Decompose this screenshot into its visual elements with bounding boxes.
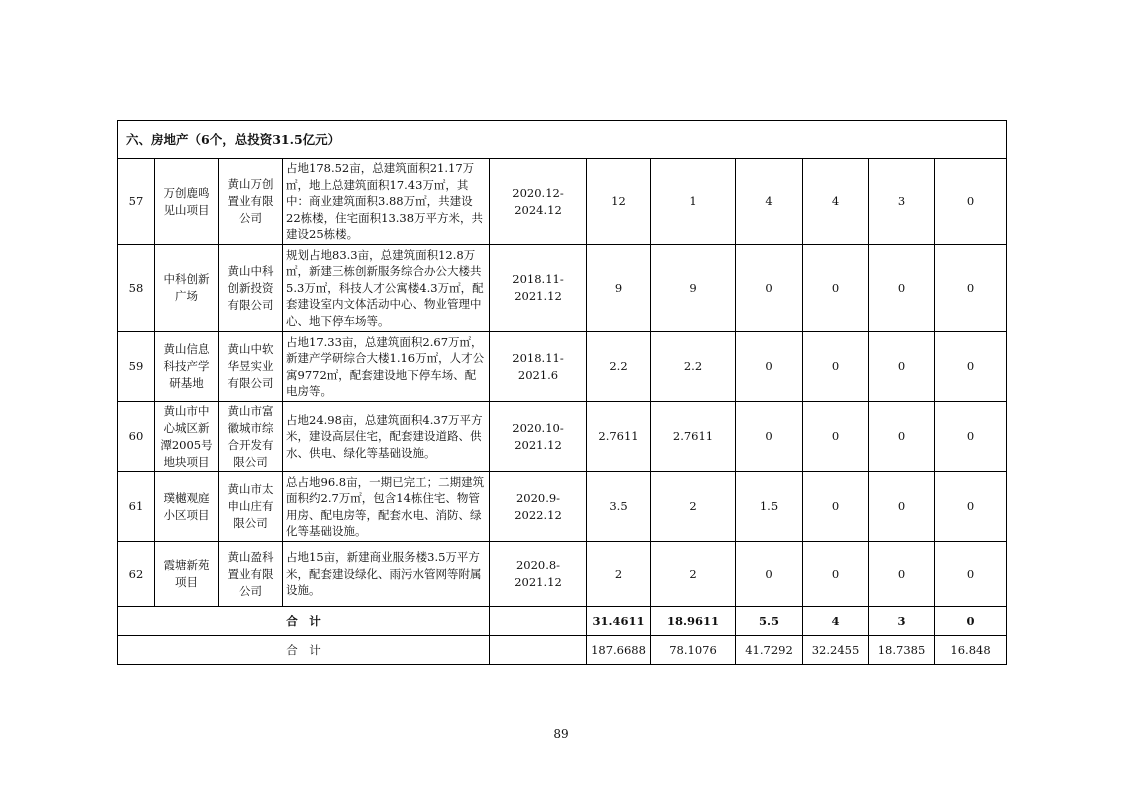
table-row [118, 402, 1007, 472]
project-content: 占地17.33亩，总建筑面积2.67万㎡，新建产学研综合大楼1.16万㎡，人才公寓9772㎡，配套建设地下停车场、配电房等。 [283, 332, 490, 402]
value-col-4: 0 [803, 245, 869, 332]
value-col-2: 9 [651, 245, 736, 332]
table-row [118, 159, 1007, 245]
value-col-3: 1.5 [736, 472, 803, 542]
row-number: 59 [118, 332, 155, 402]
subtotal-row-empty-cell [490, 607, 587, 636]
total-row-label: 合 计 [118, 636, 490, 665]
company-name: 黄山市富徽城市综合开发有限公司 [219, 402, 283, 472]
value-col-2: 2.7611 [651, 402, 736, 472]
total-investment: 2 [587, 542, 651, 607]
value-col-3: 4 [736, 159, 803, 245]
project-content: 总占地96.8亩，一期已完工；二期建筑面积约2.7万㎡，包含14栋住宅、物管用房、配电房等，配套水电、消防、绿化等基础设施。 [283, 472, 490, 542]
project-content: 占地24.98亩，总建筑面积4.37万平方米，建设高层住宅，配套建设道路、供水、供电、绿化等基础设施。 [283, 402, 490, 472]
company-name: 黄山市太申山庄有限公司 [219, 472, 283, 542]
row-number: 61 [118, 472, 155, 542]
construction-period: 2020.12-2024.12 [490, 159, 587, 245]
project-name: 黄山信息科技产学研基地 [155, 332, 219, 402]
value-col-3: 0 [736, 245, 803, 332]
value-col-4: 0 [803, 472, 869, 542]
value-col-4: 0 [803, 542, 869, 607]
table-row [118, 542, 1007, 607]
row-number: 62 [118, 542, 155, 607]
total-investment: 9 [587, 245, 651, 332]
subtotal-row-v3: 5.5 [736, 607, 803, 636]
company-name: 黄山中科创新投资有限公司 [219, 245, 283, 332]
value-col-5: 0 [869, 332, 935, 402]
project-content: 规划占地83.3亩，总建筑面积12.8万㎡，新建三栋创新服务综合办公大楼共5.3万㎡，科技人才公寓楼4.3万㎡，配套建设室内文体活动中心、物业管理中心、地下停车场等。 [283, 245, 490, 332]
total-row-v2: 78.1076 [651, 636, 736, 665]
value-col-4: 0 [803, 402, 869, 472]
project-name: 璞樾观庭小区项目 [155, 472, 219, 542]
construction-period: 2018.11-2021.12 [490, 245, 587, 332]
value-col-3: 0 [736, 332, 803, 402]
value-col-5: 0 [869, 542, 935, 607]
total-row-v5: 18.7385 [869, 636, 935, 665]
total-row-v6: 16.848 [935, 636, 1007, 665]
section-header-row [118, 121, 1007, 159]
value-col-4: 0 [803, 332, 869, 402]
value-col-3: 0 [736, 402, 803, 472]
total-investment: 2.7611 [587, 402, 651, 472]
section-title: 六、房地产（6个，总投资31.5亿元） [118, 121, 1007, 159]
value-col-6: 0 [935, 402, 1007, 472]
value-col-2: 1 [651, 159, 736, 245]
total-row-v1: 187.6688 [587, 636, 651, 665]
construction-period: 2020.10-2021.12 [490, 402, 587, 472]
subtotal-row-v5: 3 [869, 607, 935, 636]
table-row [118, 332, 1007, 402]
project-content: 占地15亩，新建商业服务楼3.5万平方米，配套建设绿化、雨污水管网等附属设施。 [283, 542, 490, 607]
subtotal-row-v4: 4 [803, 607, 869, 636]
total-investment: 2.2 [587, 332, 651, 402]
value-col-6: 0 [935, 472, 1007, 542]
total-investment: 12 [587, 159, 651, 245]
subtotal-row-label: 合 计 [118, 607, 490, 636]
subtotal-row-v6: 0 [935, 607, 1007, 636]
total-row-v4: 32.2455 [803, 636, 869, 665]
total-row-empty-cell [490, 636, 587, 665]
row-number: 57 [118, 159, 155, 245]
value-col-2: 2.2 [651, 332, 736, 402]
value-col-5: 3 [869, 159, 935, 245]
page-number: 89 [553, 727, 569, 741]
total-row-v3: 41.7292 [736, 636, 803, 665]
value-col-6: 0 [935, 332, 1007, 402]
total-row [118, 636, 1007, 665]
project-table [117, 120, 1007, 665]
subtotal-row-v1: 31.4611 [587, 607, 651, 636]
row-number: 58 [118, 245, 155, 332]
subtotal-row-v2: 18.9611 [651, 607, 736, 636]
value-col-6: 0 [935, 542, 1007, 607]
construction-period: 2018.11-2021.6 [490, 332, 587, 402]
company-name: 黄山万创置业有限公司 [219, 159, 283, 245]
project-content: 占地178.52亩，总建筑面积21.17万㎡，地上总建筑面积17.43万㎡，其中：商业建筑面积3.88万㎡，共建设22栋楼，住宅面积13.38万平方米，共建设25栋楼。 [283, 159, 490, 245]
company-name: 黄山盈科置业有限公司 [219, 542, 283, 607]
row-number: 60 [118, 402, 155, 472]
project-name: 万创鹿鸣见山项目 [155, 159, 219, 245]
project-name: 中科创新广场 [155, 245, 219, 332]
value-col-5: 0 [869, 472, 935, 542]
value-col-3: 0 [736, 542, 803, 607]
construction-period: 2020.8-2021.12 [490, 542, 587, 607]
construction-period: 2020.9-2022.12 [490, 472, 587, 542]
company-name: 黄山中软华昱实业有限公司 [219, 332, 283, 402]
table-row [118, 245, 1007, 332]
project-name: 黄山市中心城区新潭2005号地块项目 [155, 402, 219, 472]
value-col-4: 4 [803, 159, 869, 245]
value-col-6: 0 [935, 245, 1007, 332]
value-col-2: 2 [651, 542, 736, 607]
table-row [118, 472, 1007, 542]
project-name: 霞塘新苑项目 [155, 542, 219, 607]
subtotal-row [118, 607, 1007, 636]
value-col-5: 0 [869, 402, 935, 472]
total-investment: 3.5 [587, 472, 651, 542]
value-col-6: 0 [935, 159, 1007, 245]
value-col-5: 0 [869, 245, 935, 332]
value-col-2: 2 [651, 472, 736, 542]
